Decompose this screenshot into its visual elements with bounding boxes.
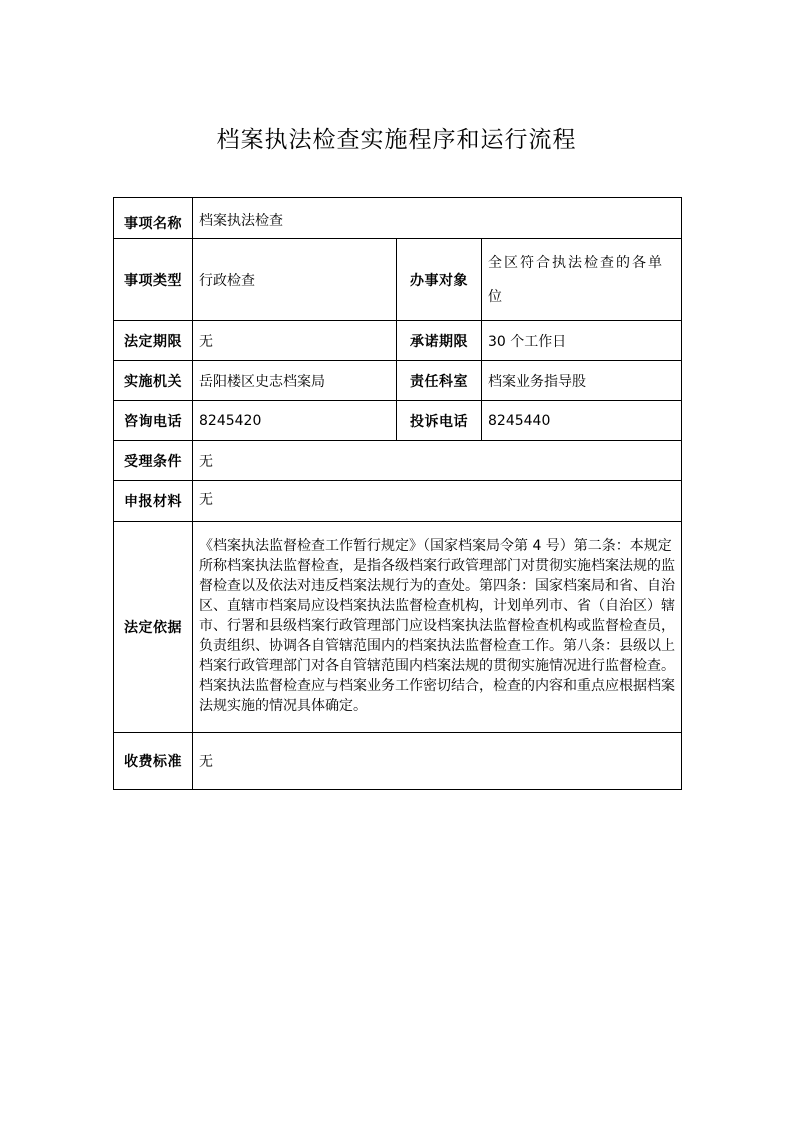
consult-phone-value: 8245420 — [193, 401, 397, 441]
page-title: 档案执法检查实施程序和运行流程 — [216, 127, 577, 153]
row-legal-basis — [114, 522, 682, 733]
row-item-type — [114, 239, 682, 321]
target-value: 全区符合执法检查的各单位 — [482, 239, 682, 321]
legal-basis-value: 《档案执法监督检查工作暂行规定》（国家档案局令第 4 号）第二条：本规定所称档案执法监督检查，是指各级档案行政管理部门对贯彻实施档案法规的监督检查以及依法对违反档案法规行为的查处。第四条：国家档案局和省、自治区、直辖市档案局应设档案执法监督检查机构，计划单列市、省（自治区）辖市、行署和县级档案行政管理部门应设档案执法监督检查机构或监督检查员，负责组织、协调各自管辖范围内的档案执法监督检查工作。第八条：县级以上档案行政管理部门对各自管辖范围内档案法规的贯彻实施情况进行监督检查。档案执法监督检查应与档案业务工作密切结合，检查的内容和重点应根据档案法规实施的情况具体确定。 — [193, 522, 682, 733]
legal-deadline-value: 无 — [193, 321, 397, 361]
promised-deadline-label: 承诺期限 — [397, 321, 482, 361]
row-conditions — [114, 441, 682, 481]
agency-value: 岳阳楼区史志档案局 — [193, 361, 397, 401]
item-name-value: 档案执法检查 — [193, 198, 682, 239]
info-table — [113, 197, 682, 790]
conditions-label: 受理条件 — [114, 441, 193, 481]
legal-deadline-label: 法定期限 — [114, 321, 193, 361]
promised-deadline-value: 30 个工作日 — [482, 321, 682, 361]
complaint-phone-label: 投诉电话 — [397, 401, 482, 441]
item-type-label: 事项类型 — [114, 239, 193, 321]
fee-label: 收费标准 — [114, 733, 193, 790]
item-name-label: 事项名称 — [114, 198, 193, 239]
materials-label: 申报材料 — [114, 481, 193, 522]
item-type-value: 行政检查 — [193, 239, 397, 321]
fee-value: 无 — [193, 733, 682, 790]
legal-basis-label: 法定依据 — [114, 522, 193, 733]
row-agency — [114, 361, 682, 401]
complaint-phone-value: 8245440 — [482, 401, 682, 441]
row-phone — [114, 401, 682, 441]
row-item-name — [114, 198, 682, 239]
conditions-value: 无 — [193, 441, 682, 481]
row-fee — [114, 733, 682, 790]
materials-value: 无 — [193, 481, 682, 522]
consult-phone-label: 咨询电话 — [114, 401, 193, 441]
target-label: 办事对象 — [397, 239, 482, 321]
row-deadline — [114, 321, 682, 361]
department-label: 责任科室 — [397, 361, 482, 401]
row-materials — [114, 481, 682, 522]
agency-label: 实施机关 — [114, 361, 193, 401]
department-value: 档案业务指导股 — [482, 361, 682, 401]
